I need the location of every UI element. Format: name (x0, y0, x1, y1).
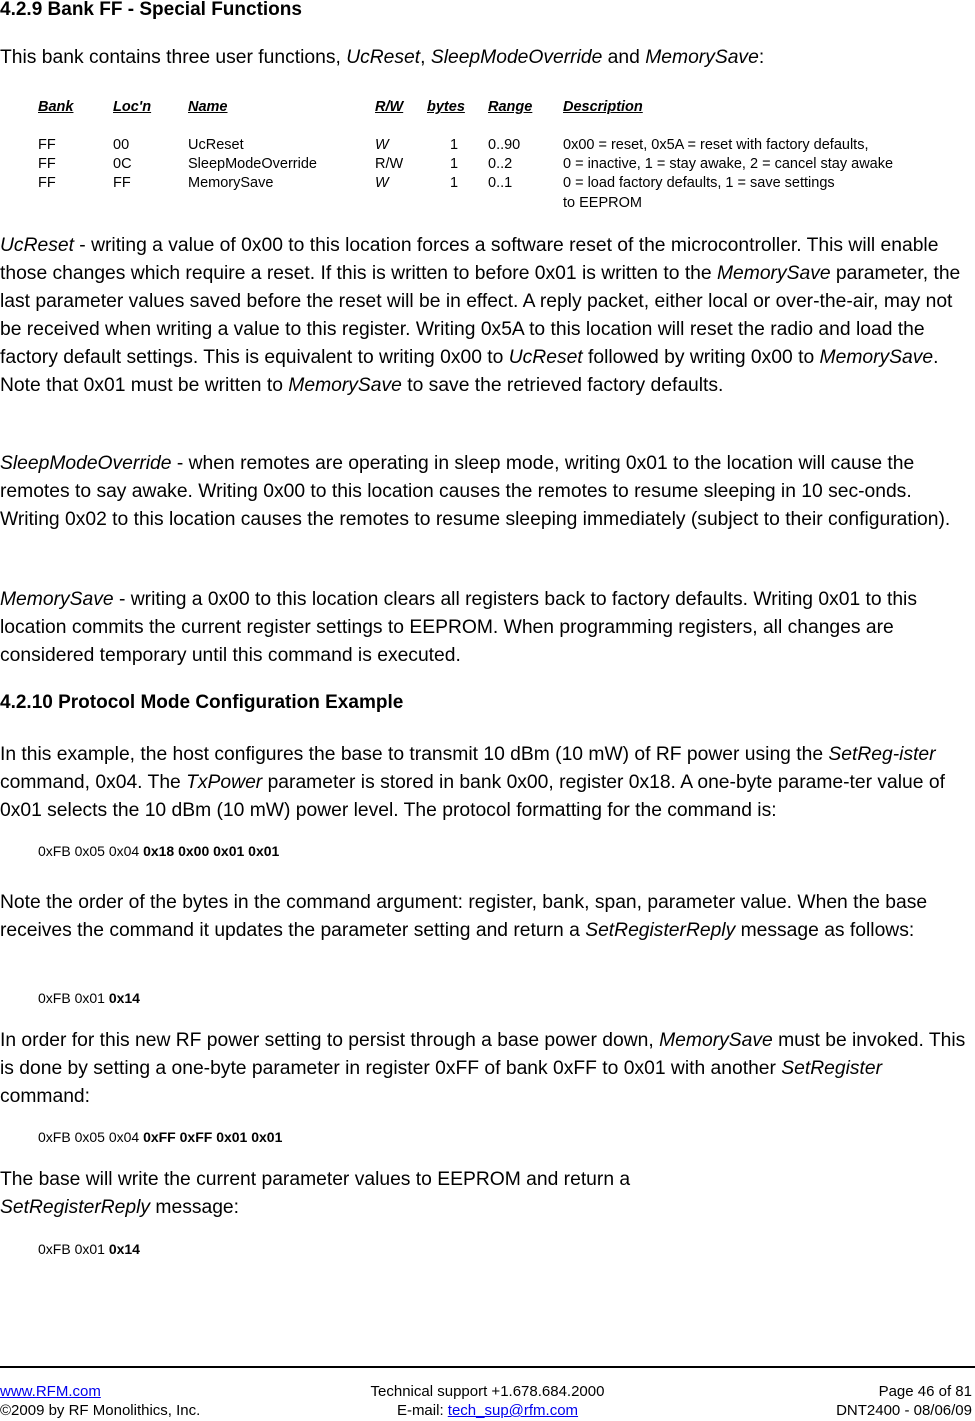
cell-bank: FF (38, 137, 56, 153)
col-header-locn: Loc'n (113, 99, 152, 115)
table-row (0, 155, 975, 174)
col-header-name: Name (188, 99, 228, 115)
cell-range: 0..1 (488, 175, 513, 191)
email-link[interactable]: tech_sup@rfm.com (447, 1402, 579, 1419)
cell-rw: R/W (375, 156, 404, 172)
support-email: E-mail: tech_sup@rfm.com (396, 1402, 579, 1419)
support-phone: Technical support +1.678.684.2000 (370, 1383, 605, 1400)
footer-divider (0, 1366, 975, 1368)
command-code-memorysave: 0xFB 0x05 0x04 0xFF 0xFF 0x01 0x01 (38, 1129, 283, 1145)
table-row (0, 136, 975, 155)
cell-bank: FF (38, 175, 56, 191)
cell-description: 0 = inactive, 1 = stay awake, 2 = cancel stay awake (563, 156, 894, 172)
command-code-setregister: 0xFB 0x05 0x04 0x18 0x00 0x01 0x01 (38, 843, 280, 859)
col-header-description: Description (563, 99, 643, 115)
cell-rw: W (375, 175, 389, 191)
persist-paragraph: In order for this new RF power setting to persist through a base power down, MemorySave must be invoked. This is done by setting a one-byte parameter in register 0xFF of bank 0xFF to 0x01 with another SetRegister command: (0, 1030, 966, 1107)
cell-rw: W (375, 137, 389, 153)
cell-name: SleepModeOverride (188, 156, 317, 172)
cell-description-continuation: to EEPROM (563, 195, 642, 211)
cell-locn: FF (113, 175, 131, 191)
command-code-final-reply: 0xFB 0x01 0x14 (38, 1241, 140, 1257)
copyright-text: ©2009 by RF Monolithics, Inc. (0, 1402, 201, 1419)
memorysave-paragraph: MemorySave - writing a 0x00 to this location clears all registers back to factory defaults. Writing 0x01 to this location commits the current register settings to EEPROM. When programming registers, all changes are considered temporary until this command is executed. (0, 589, 917, 666)
cell-bytes: 1 (450, 156, 459, 172)
cell-locn: 0C (113, 156, 132, 172)
website-link[interactable]: www.RFM.com (0, 1383, 101, 1400)
table-row (0, 174, 975, 214)
cell-bytes: 1 (450, 175, 459, 191)
document-id: DNT2400 - 08/06/09 (836, 1402, 972, 1419)
cell-bank: FF (38, 156, 56, 172)
register-table (0, 98, 975, 218)
cell-range: 0..90 (488, 137, 521, 153)
table-header-row (0, 98, 975, 117)
col-header-bank: Bank (38, 99, 74, 115)
cell-bytes: 1 (450, 137, 459, 153)
example-paragraph: In this example, the host configures the base to transmit 10 dBm (10 mW) of RF power using the SetReg-ister command, 0x04. The TxPower parameter is stored in bank 0x00, register 0x18. A one-byte parame-ter value of 0x01 selects the 10 dBm (10 mW) power level. The protocol formatting for the command is: (0, 744, 945, 821)
col-header-rw: R/W (375, 99, 404, 115)
cell-name: UcReset (188, 137, 244, 153)
cell-range: 0..2 (488, 156, 513, 172)
intro-paragraph: This bank contains three user functions, UcReset, SleepModeOverride and MemorySave: (0, 47, 765, 68)
command-code-reply: 0xFB 0x01 0x14 (38, 990, 140, 1006)
section-heading-4-2-10: 4.2.10 Protocol Mode Configuration Example (0, 692, 404, 713)
page-number: Page 46 of 81 (878, 1383, 972, 1400)
ucreset-paragraph: UcReset - writing a value of 0x00 to this location forces a software reset of the microcontroller. This will enable those changes which require a reset. If this is written to before 0x01 is written to the MemorySave parameter, the last parameter values saved before the reset will be in effect. A reply packet, either local or over-the-air, may not be received when writing a value to this register. Writing 0x5A to this location will reset the radio and load the factory default settings. This is equivalent to writing 0x00 to UcReset followed by writing 0x00 to MemorySave. Note that 0x01 must be written to MemorySave to save the retrieved factory defaults. (0, 235, 961, 396)
byte-order-paragraph: Note the order of the bytes in the command argument: register, bank, span, parameter value. When the base receives the command it updates the parameter setting and return a SetRegisterReply message as follows: (0, 892, 928, 941)
cell-description: 0 = load factory defaults, 1 = save settings (563, 175, 835, 191)
cell-locn: 00 (113, 137, 130, 153)
cell-name: MemorySave (188, 175, 274, 191)
col-header-range: Range (488, 99, 533, 115)
eeprom-paragraph: The base will write the current parameter values to EEPROM and return a SetRegisterReply message: (0, 1169, 631, 1218)
sleepmode-paragraph: SleepModeOverride - when remotes are operating in sleep mode, writing 0x01 to the location will cause the remotes to say awake. Writing 0x00 to this location causes the remotes to resume sleeping in 10 sec-onds. Writing 0x02 to this location causes the remotes to resume sleeping immediately (subject to their configuration). (0, 453, 951, 530)
cell-description: 0x00 = reset, 0x5A = reset with factory defaults, (563, 137, 869, 153)
col-header-bytes: bytes (427, 99, 465, 115)
section-heading-4-2-9: 4.2.9 Bank FF - Special Functions (0, 0, 302, 20)
